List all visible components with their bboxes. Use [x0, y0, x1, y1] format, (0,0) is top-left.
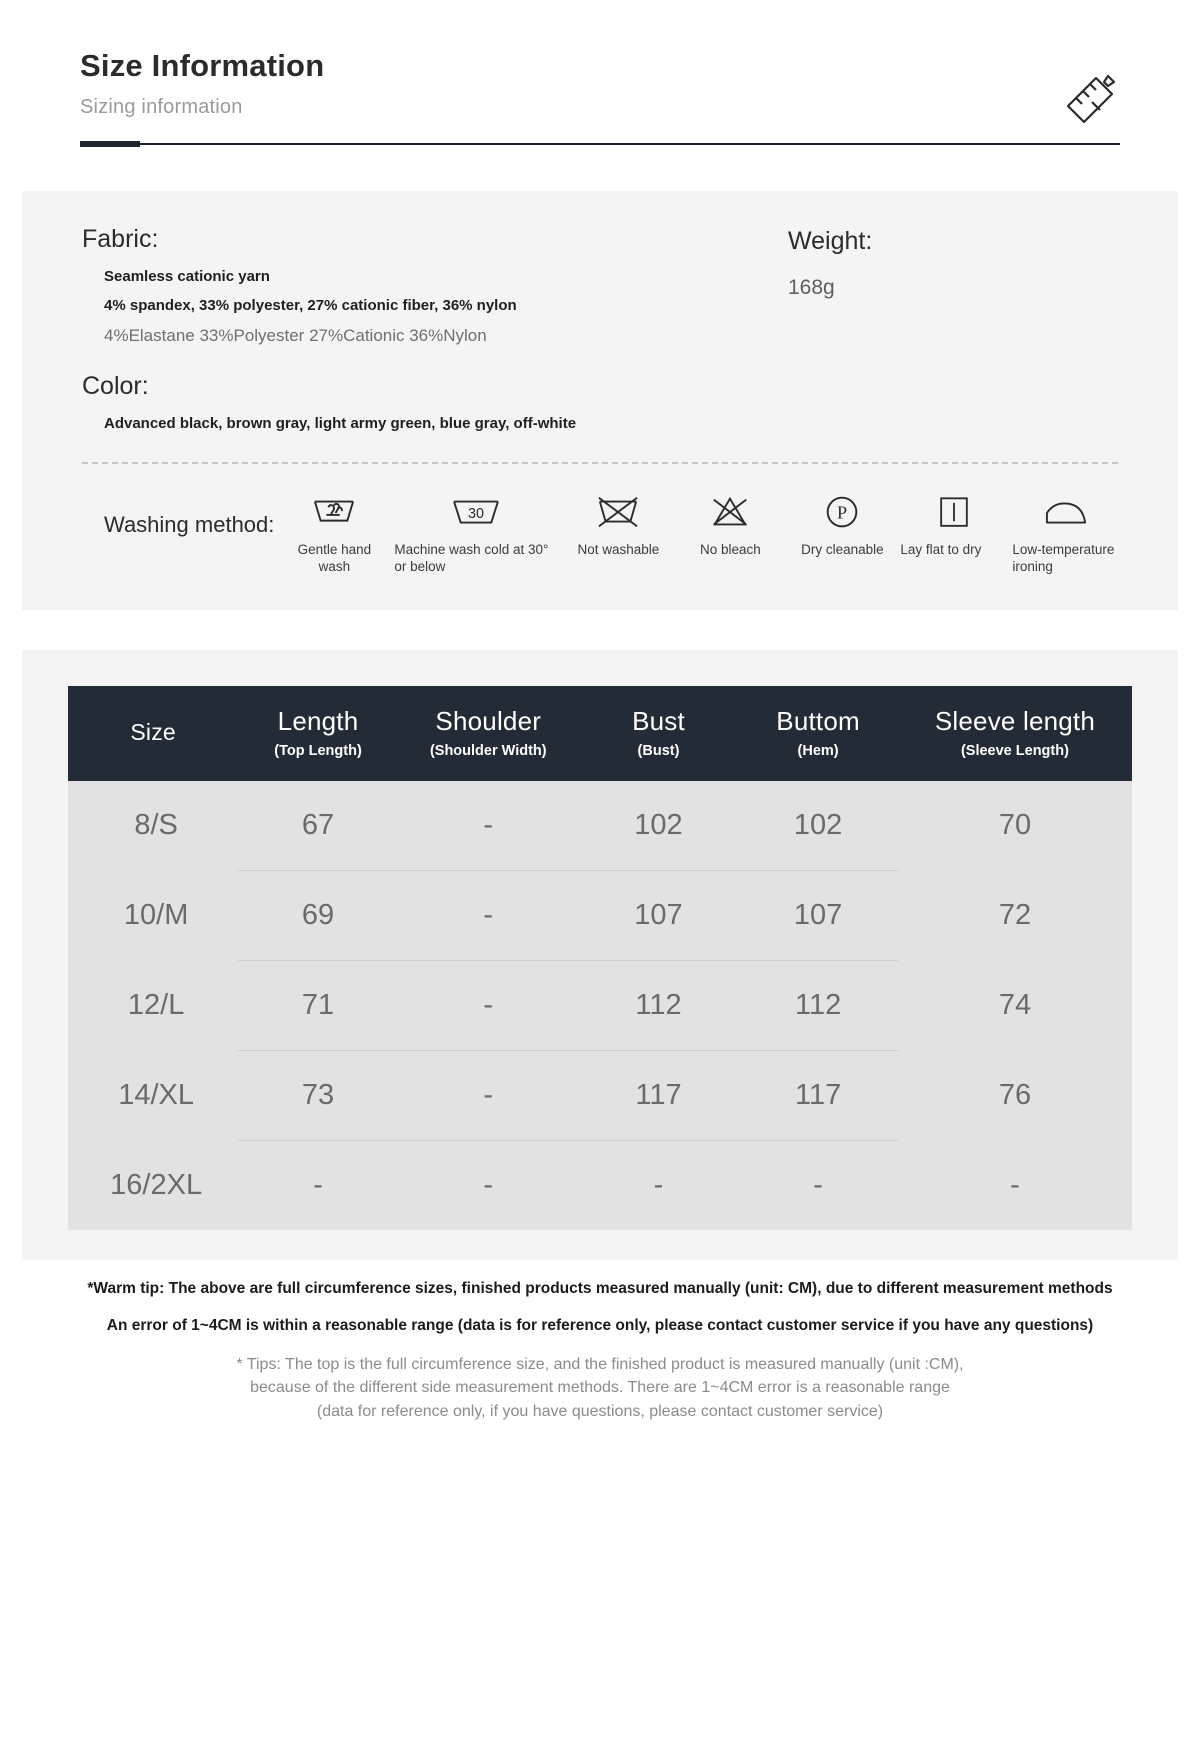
dry-clean-p-icon	[788, 490, 896, 536]
cell-shoulder: -	[398, 960, 579, 1050]
size-table-card	[22, 650, 1178, 1260]
cell-shoulder: -	[398, 870, 579, 960]
cell-size: 10/M	[68, 870, 238, 960]
fabric-weight-row	[82, 225, 1118, 346]
wash-item-caption: No bleach	[699, 542, 761, 557]
page-title: Size Information	[80, 48, 325, 83]
fabric-line-3: 4%Elastane 33%Polyester 27%Cationic 36%Nylon	[104, 326, 487, 345]
cell-size: 16/2XL	[68, 1140, 238, 1230]
color-value: Advanced black, brown gray, light army green, blue gray, off-white	[104, 415, 577, 432]
column-title: Size	[130, 718, 176, 745]
wash-item-machine-wash-30	[390, 490, 562, 576]
note-tips-line-3: (data for reference only, if you have questions, please contact customer service)	[316, 1402, 884, 1420]
svg-text:P: P	[837, 502, 848, 523]
rule-line	[80, 143, 1120, 145]
cell-size: 14/XL	[68, 1050, 238, 1140]
cell-length: 71	[238, 960, 398, 1050]
cell-sleeve: 70	[898, 781, 1132, 871]
table-row	[68, 960, 1132, 1050]
weight-value: 168g	[788, 276, 835, 299]
wash-item-caption: Gentle hand wash	[297, 542, 372, 574]
wash-item-dry-clean	[786, 490, 898, 559]
weight-title: Weight:	[788, 227, 873, 255]
wash-item-no-bleach	[674, 490, 786, 559]
fabric-block	[82, 225, 788, 346]
page-subtitle: Sizing information	[80, 96, 243, 118]
cell-shoulder: -	[398, 1050, 579, 1140]
note-tips-line-2: because of the different side measurement methods. There are 1~4CM error is a reasonable range	[250, 1379, 950, 1397]
cell-sleeve: 76	[898, 1050, 1132, 1140]
footer-notes	[0, 1260, 1200, 1463]
column-header-length	[238, 686, 398, 781]
column-header-shoulder	[398, 686, 579, 781]
machine-wash-30-icon	[392, 490, 560, 536]
column-header-bust	[579, 686, 739, 781]
fabric-line-1: Seamless cationic yarn	[104, 268, 270, 285]
wash-item-low-temp-ironing	[1010, 490, 1122, 576]
ruler-pencil-icon	[1062, 72, 1118, 128]
table-row	[68, 1050, 1132, 1140]
cell-shoulder: -	[398, 1140, 579, 1230]
fabric-title: Fabric:	[82, 225, 159, 253]
rule-accent	[80, 141, 140, 147]
wash-item-caption: Lay flat to dry	[900, 542, 982, 557]
table-row	[68, 870, 1132, 960]
table-header-row	[68, 686, 1132, 781]
cell-length: 73	[238, 1050, 398, 1140]
no-wash-icon	[564, 490, 672, 536]
washing-section	[82, 490, 1118, 576]
svg-text:30: 30	[468, 505, 485, 522]
cell-bust: 112	[579, 960, 739, 1050]
cell-bust: -	[579, 1140, 739, 1230]
cell-buttom: -	[738, 1140, 898, 1230]
cell-buttom: 102	[738, 781, 898, 871]
cell-size: 8/S	[68, 781, 238, 871]
cell-length: 67	[238, 781, 398, 871]
size-table-body	[68, 781, 1132, 1230]
cell-bust: 107	[579, 870, 739, 960]
wash-item-caption: Dry cleanable	[801, 542, 884, 557]
size-table	[68, 686, 1132, 1230]
column-subtitle: (Top Length)	[274, 742, 362, 759]
note-warm-tip: *Warm tip: The above are full circumference sizes, finished products measured manually (unit: CM), due to different measurement methods	[87, 1279, 1113, 1297]
wash-item-caption: Low-temperature ironing	[1012, 542, 1115, 574]
column-title: Buttom	[776, 705, 860, 736]
column-title: Length	[277, 705, 359, 736]
table-row	[68, 1140, 1132, 1230]
hand-wash-icon	[280, 490, 388, 536]
cell-length: -	[238, 1140, 398, 1230]
column-header-buttom	[738, 686, 898, 781]
section-divider	[82, 462, 1118, 464]
column-subtitle: (Bust)	[637, 742, 680, 759]
cell-shoulder: -	[398, 781, 579, 871]
washing-icons	[278, 490, 1122, 576]
header-rule	[80, 141, 1120, 147]
page-header	[0, 0, 1200, 147]
column-header-sleeve-length	[898, 686, 1132, 781]
wash-item-lay-flat-dry	[898, 490, 1010, 559]
cell-sleeve: 74	[898, 960, 1132, 1050]
cell-buttom: 112	[738, 960, 898, 1050]
wash-item-hand-wash	[278, 490, 390, 576]
cell-buttom: 117	[738, 1050, 898, 1140]
cell-sleeve: 72	[898, 870, 1132, 960]
cell-sleeve: -	[898, 1140, 1132, 1230]
cell-bust: 117	[579, 1050, 739, 1140]
wash-item-not-washable	[562, 490, 674, 559]
color-block	[82, 372, 1118, 432]
wash-item-caption: Not washable	[577, 542, 660, 557]
low-temp-iron-icon	[1012, 490, 1120, 536]
product-info-card	[22, 191, 1178, 610]
lay-flat-dry-icon	[900, 490, 1008, 536]
column-title: Bust	[632, 705, 685, 736]
cell-bust: 102	[579, 781, 739, 871]
column-subtitle: (Sleeve Length)	[960, 742, 1069, 759]
cell-length: 69	[238, 870, 398, 960]
column-header-size	[68, 686, 238, 781]
no-bleach-icon	[676, 490, 784, 536]
fabric-line-2: 4% spandex, 33% polyester, 27% cationic fiber, 36% nylon	[104, 297, 517, 314]
cell-size: 12/L	[68, 960, 238, 1050]
wash-item-caption: Machine wash cold at 30° or below	[394, 542, 549, 574]
column-title: Shoulder	[435, 705, 542, 736]
column-subtitle: (Shoulder Width)	[429, 742, 547, 759]
washing-label: Washing method:	[104, 512, 275, 537]
color-title: Color:	[82, 372, 149, 400]
cell-buttom: 107	[738, 870, 898, 960]
note-error-range: An error of 1~4CM is within a reasonable range (data is for reference only, please contact customer service if you have any questions)	[106, 1317, 1094, 1335]
column-subtitle: (Hem)	[797, 742, 839, 759]
size-table-head	[68, 686, 1132, 781]
weight-block	[788, 225, 1118, 300]
column-title: Sleeve length	[934, 705, 1096, 736]
table-row	[68, 781, 1132, 871]
note-tips-line-1: * Tips: The top is the full circumference size, and the finished product is measured manually (unit :CM),	[236, 1356, 964, 1374]
